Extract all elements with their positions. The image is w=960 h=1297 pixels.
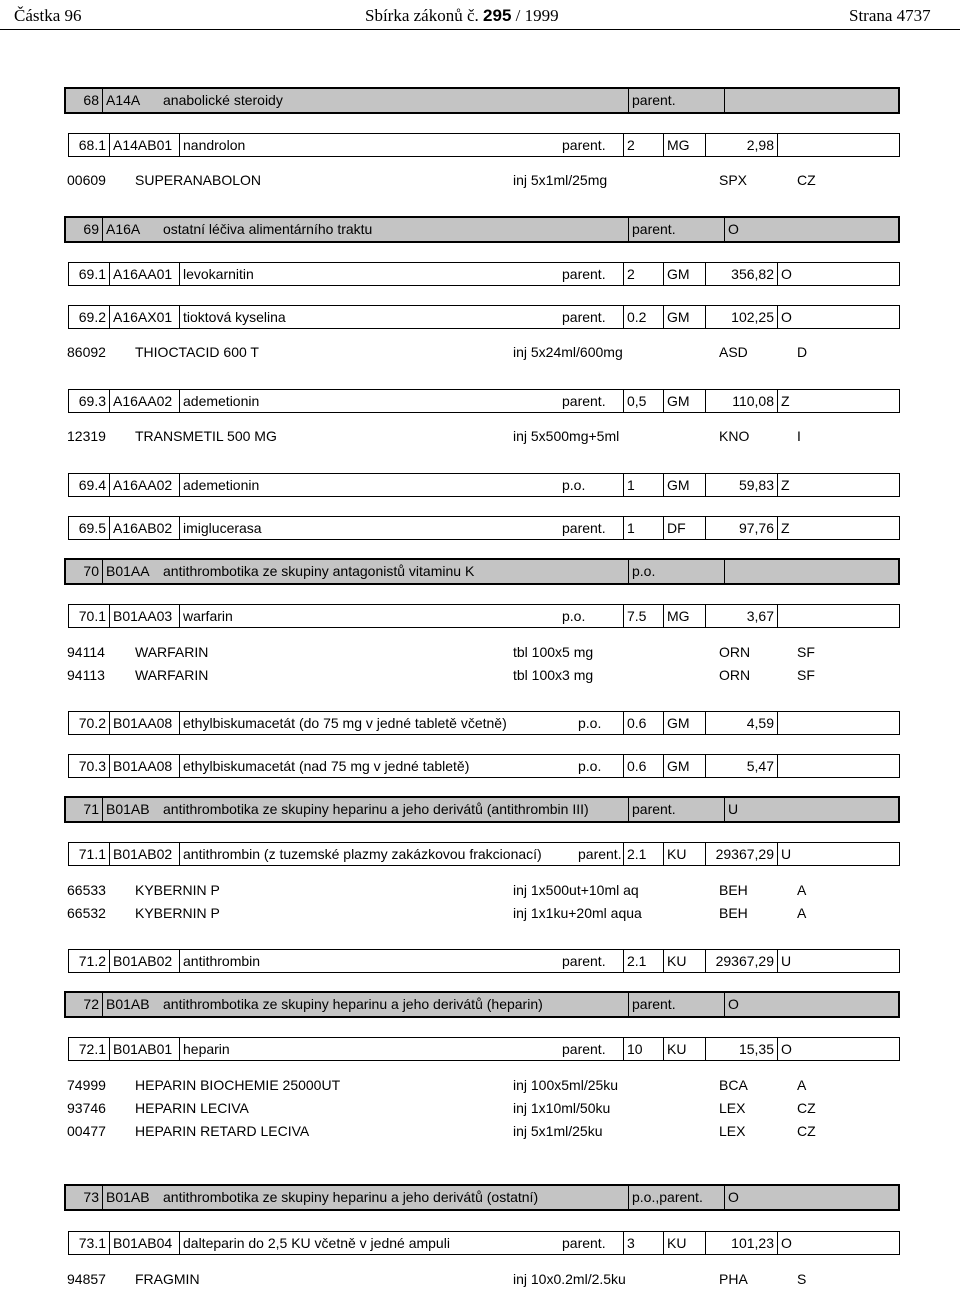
cell-unit: KU (663, 1232, 705, 1254)
product-row (0, 170, 960, 190)
product-form: tbl 100x3 mg (513, 667, 594, 683)
product-name: HEPARIN LECIVA (135, 1100, 249, 1116)
product-name: KYBERNIN P (135, 905, 220, 921)
cell-atc: A16AA01 (109, 263, 179, 285)
product-form: inj 1x1ku+20ml aqua (513, 905, 642, 921)
product-mfr: BEH (719, 905, 748, 921)
product-country: I (797, 428, 801, 444)
cell-p: Z (777, 474, 901, 496)
substance-row (68, 305, 900, 329)
substance-row (68, 711, 900, 735)
cell-price: 59,83 (705, 474, 777, 496)
cell-name: anabolické steroidy (163, 92, 283, 108)
product-country: A (797, 905, 807, 921)
group-row (64, 558, 900, 585)
cell-num: 70.2 (78, 715, 106, 731)
product-mfr: BEH (719, 882, 748, 898)
product-mfr: PHA (719, 1271, 748, 1287)
issue-label: Částka 96 (14, 6, 82, 25)
cell-name: antithrombotika ze skupiny heparinu a jeho derivátů (heparin) (163, 996, 543, 1012)
cell-num: 69.2 (78, 309, 106, 325)
cell-name: warfarin (179, 605, 559, 627)
cell-num: 71 (83, 801, 99, 817)
product-country: A (797, 882, 807, 898)
cell-dose: 1 (623, 517, 663, 539)
product-country: SF (797, 667, 815, 683)
cell-unit: GM (663, 263, 705, 285)
header-rule (0, 29, 960, 30)
cell-atc: B01AA (102, 560, 160, 583)
product-form: inj 1x10ml/50ku (513, 1100, 611, 1116)
cell-route: parent. (628, 218, 724, 241)
cell-num: 69.5 (78, 520, 106, 536)
cell-unit: DF (663, 517, 705, 539)
cell-atc: B01AB02 (109, 950, 179, 972)
cell-p: Z (777, 517, 901, 539)
cell-price: 3,67 (705, 605, 777, 627)
product-name: SUPERANABOLON (135, 172, 262, 188)
cell-unit: GM (663, 712, 705, 734)
cell-p: O (724, 993, 900, 1016)
cell-dose: 1 (623, 474, 663, 496)
product-code: 66532 (67, 905, 106, 921)
product-code: 94113 (67, 667, 105, 683)
cell-atc: B01AB (102, 1186, 160, 1209)
cell-name: imiglucerasa (179, 517, 559, 539)
cell-p: O (724, 218, 900, 241)
group-row (64, 991, 900, 1018)
cell-atc: A14A (102, 89, 160, 112)
substance-row (68, 1037, 900, 1061)
cell-p: O (777, 1232, 901, 1254)
cell-route: parent. (628, 89, 724, 112)
cell-name: antithrombotika ze skupiny heparinu a jeho derivátů (ostatní) (163, 1189, 539, 1205)
product-code: 94114 (67, 644, 105, 660)
cell-num: 70.3 (78, 758, 106, 774)
substance-row (68, 754, 900, 778)
cell-p (777, 605, 901, 627)
cell-p (777, 134, 901, 156)
product-mfr: ORN (719, 644, 751, 660)
product-country: D (797, 344, 808, 360)
cell-atc: B01AA03 (109, 605, 179, 627)
substance-row (68, 1231, 900, 1255)
cell-num: 72.1 (78, 1041, 106, 1057)
product-name: TRANSMETIL 500 MG (135, 428, 277, 444)
cell-p (777, 755, 901, 777)
cell-name: ethylbiskumacetát (nad 75 mg v jedné tabletě) (179, 755, 575, 777)
cell-route: p.o. (562, 608, 586, 624)
product-code: 94857 (67, 1271, 106, 1287)
cell-name: antithrombotika ze skupiny heparinu a jeho derivátů (antithrombin III) (163, 801, 589, 817)
cell-atc: A16AA02 (109, 474, 179, 496)
cell-num: 70 (83, 563, 99, 579)
cell-atc: B01AA08 (109, 755, 179, 777)
product-code: 86092 (67, 344, 106, 360)
product-code: 93746 (67, 1100, 106, 1116)
cell-p: U (724, 798, 900, 821)
cell-num: 70.1 (78, 608, 106, 624)
product-form: inj 5x1ml/25mg (513, 172, 608, 188)
group-row (64, 1184, 900, 1211)
cell-num: 69 (83, 221, 99, 237)
cell-num: 69.3 (78, 393, 106, 409)
product-country: A (797, 1077, 807, 1093)
cell-price: 29367,29 (705, 950, 777, 972)
product-name: HEPARIN RETARD LECIVA (135, 1123, 310, 1139)
substance-row (68, 389, 900, 413)
cell-name: ostatní léčiva alimentárního traktu (163, 221, 373, 237)
product-row (0, 1098, 960, 1118)
cell-price: 101,23 (705, 1232, 777, 1254)
cell-route: p.o. (578, 758, 602, 774)
cell-route: p.o. (578, 715, 602, 731)
product-mfr: LEX (719, 1100, 746, 1116)
product-country: S (797, 1271, 807, 1287)
product-row (0, 1075, 960, 1095)
product-name: THIOCTACID 600 T (135, 344, 259, 360)
substance-row (68, 133, 900, 157)
product-code: 74999 (67, 1077, 106, 1093)
cell-unit: KU (663, 1038, 705, 1060)
cell-p (777, 712, 901, 734)
cell-route: parent. (562, 393, 606, 409)
cell-route: parent. (562, 520, 606, 536)
cell-price: 4,59 (705, 712, 777, 734)
cell-unit: GM (663, 755, 705, 777)
cell-unit: KU (663, 843, 705, 865)
cell-dose: 2.1 (623, 950, 663, 972)
product-country: CZ (797, 172, 816, 188)
cell-price: 5,47 (705, 755, 777, 777)
cell-unit: GM (663, 306, 705, 328)
product-code: 66533 (67, 882, 106, 898)
cell-dose: 0.6 (623, 712, 663, 734)
cell-price: 102,25 (705, 306, 777, 328)
product-row (0, 880, 960, 900)
product-code: 12319 (67, 428, 106, 444)
cell-route: parent. (562, 309, 606, 325)
product-country: CZ (797, 1100, 816, 1116)
cell-atc: A16AA02 (109, 390, 179, 412)
product-form: inj 5x1ml/25ku (513, 1123, 603, 1139)
cell-price: 356,82 (705, 263, 777, 285)
cell-p (724, 89, 900, 112)
cell-price: 2,98 (705, 134, 777, 156)
cell-name: heparin (179, 1038, 559, 1060)
cell-num: 68.1 (78, 137, 106, 153)
product-row (0, 642, 960, 662)
cell-name: dalteparin do 2,5 KU včetně v jedné ampuli (179, 1232, 559, 1254)
product-name: WARFARIN (135, 644, 209, 660)
cell-atc: B01AB04 (109, 1232, 179, 1254)
cell-price: 29367,29 (705, 843, 777, 865)
cell-dose: 0.2 (623, 306, 663, 328)
cell-name: antithrombin (179, 950, 559, 972)
product-name: HEPARIN BIOCHEMIE 25000UT (135, 1077, 341, 1093)
cell-dose: 2 (623, 263, 663, 285)
cell-route: p.o.,parent. (628, 1186, 724, 1209)
cell-atc: A16AX01 (109, 306, 179, 328)
cell-num: 68 (83, 92, 99, 108)
product-name: FRAGMIN (135, 1271, 200, 1287)
cell-p (724, 560, 900, 583)
product-code: 00609 (67, 172, 106, 188)
cell-price: 110,08 (705, 390, 777, 412)
cell-route: parent. (562, 1235, 606, 1251)
collection-label: Sbírka zákonů č. 295 / 1999 (365, 6, 559, 25)
product-mfr: ASD (719, 344, 748, 360)
cell-unit: GM (663, 390, 705, 412)
product-form: tbl 100x5 mg (513, 644, 594, 660)
cell-atc: B01AB (102, 798, 160, 821)
product-name: WARFARIN (135, 667, 209, 683)
page-header (0, 4, 960, 28)
product-country: SF (797, 644, 815, 660)
cell-num: 69.1 (78, 266, 106, 282)
cell-atc: A14AB01 (109, 134, 179, 156)
product-row (0, 903, 960, 923)
substance-row (68, 604, 900, 628)
cell-route: parent. (562, 266, 606, 282)
substance-row (68, 842, 900, 866)
product-form: inj 5x24ml/600mg (513, 344, 623, 360)
group-row (64, 796, 900, 823)
group-row (64, 216, 900, 243)
cell-atc: A16AB02 (109, 517, 179, 539)
product-row (0, 1269, 960, 1289)
product-form: inj 10x0.2ml/2.5ku (513, 1271, 626, 1287)
cell-name: antithrombotika ze skupiny antagonistů vitaminu K (163, 563, 475, 579)
cell-route: parent. (562, 1041, 606, 1057)
cell-price: 15,35 (705, 1038, 777, 1060)
cell-dose: 0.6 (623, 755, 663, 777)
cell-num: 72 (83, 996, 99, 1012)
cell-name: tioktová kyselina (179, 306, 559, 328)
cell-atc: B01AB01 (109, 1038, 179, 1060)
product-code: 00477 (67, 1123, 106, 1139)
cell-name: levokarnitin (179, 263, 559, 285)
product-form: inj 1x500ut+10ml aq (513, 882, 639, 898)
cell-route: parent. (628, 798, 724, 821)
product-row (0, 426, 960, 446)
product-form: inj 5x500mg+5ml (513, 428, 620, 444)
product-form: inj 100x5ml/25ku (513, 1077, 619, 1093)
cell-num: 73 (83, 1189, 99, 1205)
cell-route: p.o. (628, 560, 724, 583)
cell-num: 69.4 (78, 477, 106, 493)
substance-row (68, 516, 900, 540)
product-mfr: ORN (719, 667, 751, 683)
cell-price: 97,76 (705, 517, 777, 539)
cell-name: ademetionin (179, 390, 559, 412)
product-mfr: LEX (719, 1123, 746, 1139)
product-row (0, 342, 960, 362)
cell-dose: 2 (623, 134, 663, 156)
cell-p: U (777, 843, 901, 865)
cell-unit: GM (663, 474, 705, 496)
cell-dose: 2.1 (623, 843, 663, 865)
cell-dose: 10 (623, 1038, 663, 1060)
cell-p: Z (777, 390, 901, 412)
cell-route: p.o. (562, 477, 586, 493)
cell-route: parent. (562, 137, 606, 153)
product-mfr: SPX (719, 172, 748, 188)
cell-atc: B01AB02 (109, 843, 179, 865)
substance-row (68, 262, 900, 286)
cell-num: 71.2 (78, 953, 106, 969)
cell-route: parent. (562, 953, 606, 969)
page-number: Strana 4737 (849, 6, 931, 25)
product-row (0, 665, 960, 685)
cell-p: O (724, 1186, 900, 1209)
cell-route: parent. (628, 993, 724, 1016)
product-name: KYBERNIN P (135, 882, 220, 898)
product-country: CZ (797, 1123, 816, 1139)
cell-unit: MG (663, 134, 705, 156)
cell-atc: B01AA08 (109, 712, 179, 734)
cell-atc: A16A (102, 218, 160, 241)
cell-p: O (777, 1038, 901, 1060)
cell-dose: 7.5 (623, 605, 663, 627)
cell-num: 71.1 (78, 846, 106, 862)
product-mfr: KNO (719, 428, 750, 444)
cell-name: ademetionin (179, 474, 559, 496)
cell-unit: KU (663, 950, 705, 972)
cell-p: U (777, 950, 901, 972)
group-row (64, 87, 900, 114)
cell-name: ethylbiskumacetát (do 75 mg v jedné tabletě včetně) (179, 712, 575, 734)
cell-atc: B01AB (102, 993, 160, 1016)
cell-route: parent. (578, 846, 622, 862)
cell-dose: 3 (623, 1232, 663, 1254)
cell-num: 73.1 (78, 1235, 106, 1251)
substance-row (68, 473, 900, 497)
cell-dose: 0,5 (623, 390, 663, 412)
product-row (0, 1121, 960, 1141)
cell-p: O (777, 306, 901, 328)
product-mfr: BCA (719, 1077, 748, 1093)
cell-unit: MG (663, 605, 705, 627)
cell-p: O (777, 263, 901, 285)
cell-name: antithrombin (z tuzemské plazmy zakázkovou frakcionací) (179, 843, 575, 865)
substance-row (68, 949, 900, 973)
cell-name: nandrolon (179, 134, 559, 156)
